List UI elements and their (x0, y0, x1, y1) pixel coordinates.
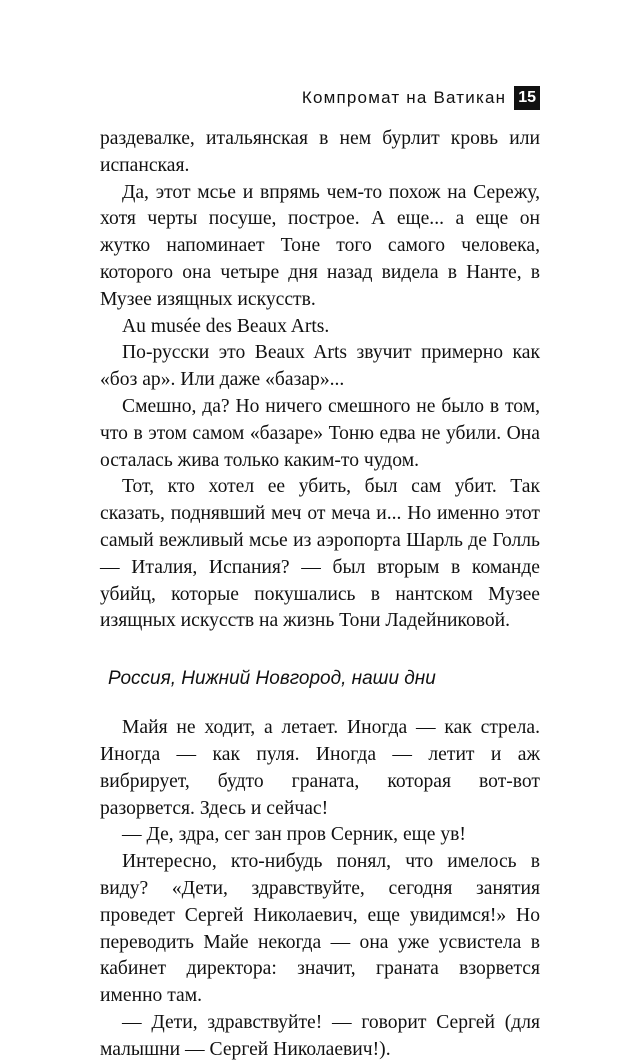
paragraph: По-русски это Beaux Arts звучит примерно как «боз ар». Или даже «базар»... (100, 342, 540, 391)
paragraph: Интересно, кто-нибудь понял, что имелось в виду? «Дети, здравствуйте, сегодня занятия проведет Сергей Николаевич, еще увидимся!» Но переводить Майе некогда — она уже усвистела в кабинет директора: значит, граната взорвется именно там. (100, 851, 540, 1007)
section-heading: Россия, Нижний Новгород, наши дни (108, 668, 436, 690)
paragraph: Смешно, да? Но ничего смешного не было в том, что в этом самом «базаре» Тоню едва не убили. Она осталась жива только каким-то чудом. (100, 395, 540, 471)
paragraph: Майя не ходит, а летает. Иногда — как стрела. Иногда — как пуля. Иногда — летит и аж вибрирует, будто граната, которая вот-вот разорвется. Здесь и сейчас! (100, 717, 540, 819)
paragraph: раздевалке, итальянская в нем бурлит кровь или испанская. (100, 128, 540, 176)
page-number: 15 (514, 86, 540, 110)
text-block (100, 126, 540, 1064)
paragraph: — Дети, здравствуйте! — говорит Сергей (для малышни — Сергей Николаевич!). (100, 1011, 540, 1060)
paragraph: Au musée des Beaux Arts. (122, 315, 330, 337)
running-head (302, 86, 540, 110)
paragraph: Тот, кто хотел ее убить, был сам убит. Так сказать, поднявший меч от меча и... Но именно этот самый вежливый мсье из аэропорта Шарль де Голль — Италия, Испания? — был вторым в команде убийц, которые покушались в нантском Музее изящных искусств на жизнь Тони Ладейниковой. (100, 476, 540, 632)
paragraph: — Де, здра, сег зан пров Серник, еще ув! (122, 824, 466, 846)
book-title: Компромат на Ватикан (301, 88, 507, 107)
paragraph: Да, этот мсье и впрямь чем-то похож на Сережу, хотя черты посуше, построе. А еще... а еще он жутко напоминает Тоне того самого человека, которого она четыре дня назад видела в Нанте, в Музее изящных искусств. (100, 181, 540, 310)
